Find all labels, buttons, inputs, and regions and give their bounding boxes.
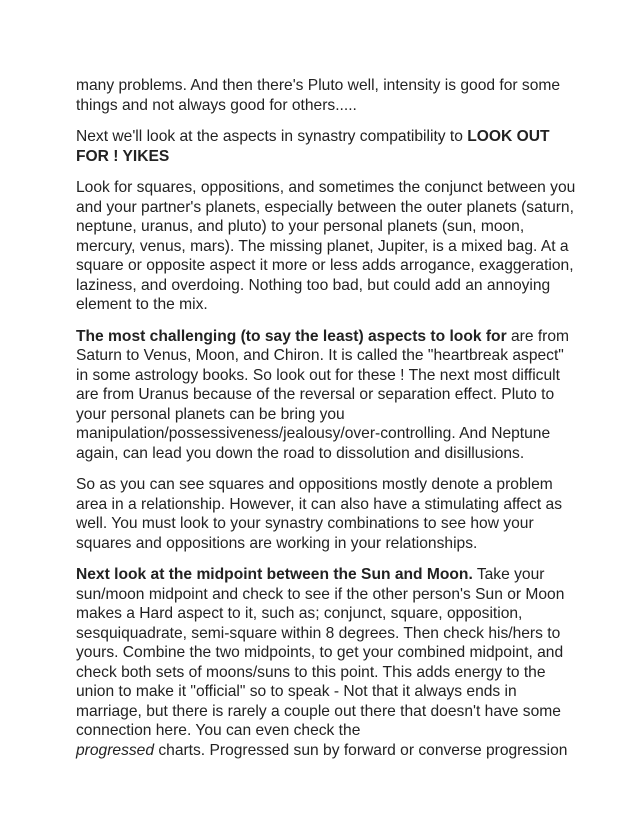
text-run: Look for squares, oppositions, and sometimes the conjunct between you (76, 179, 576, 196)
text-line (76, 444, 566, 464)
text-run: well. You must look to your synastry combinations to see how your (76, 515, 534, 532)
text-run: connection here. You can even check the (76, 722, 361, 739)
text-line (76, 385, 566, 405)
text-line (76, 424, 566, 444)
text-run: Take your (472, 566, 545, 583)
text-run: marriage, but there is rarely a couple out there that doesn't have some (76, 702, 561, 720)
text-line (76, 76, 566, 96)
text-line (76, 643, 566, 663)
text-line (76, 295, 566, 315)
text-run: sesquiquadrate, semi-square within 8 degrees. Then check his/hers to (76, 624, 561, 642)
text-line (76, 237, 569, 257)
paragraph (76, 178, 576, 315)
text-line (76, 217, 566, 237)
bold-text: Next look at the midpoint between the Sun and Moon. (76, 566, 473, 583)
text-line (76, 276, 566, 296)
text-line (76, 327, 570, 347)
text-line (76, 366, 566, 386)
text-run: again, can lead you down the road to dissolution and disillusions. (76, 444, 525, 462)
text-run: makes a Hard aspect to it, such as; conjunct, square, opposition, (76, 605, 523, 622)
text-line (76, 663, 566, 683)
text-line (76, 702, 566, 722)
text-line (76, 514, 566, 534)
text-run: and your partner's planets, especially between the outer planets (saturn, (76, 198, 574, 216)
text-run: laziness, and overdoing. Nothing too bad, but could add an annoying (76, 276, 551, 294)
text-line (76, 405, 566, 425)
text-run: squares and oppositions are working in your relationships. (76, 534, 478, 552)
text-run: manipulation/possessiveness/jealousy/over-controlling. And Neptune (76, 425, 551, 442)
text-line (76, 346, 566, 366)
text-run: in some astrology books. So look out for these ! The next most difficult (76, 366, 560, 384)
text-run: mercury, venus, mars). The missing planet, Jupiter, is a mixed bag. At a (76, 237, 569, 255)
text-line (76, 495, 566, 515)
text-line (76, 682, 566, 702)
text-line (76, 721, 566, 741)
text-line (76, 256, 574, 276)
text-line (76, 147, 566, 167)
text-line (76, 475, 566, 495)
paragraph (76, 475, 566, 553)
text-run: element to the mix. (76, 296, 208, 313)
paragraph (76, 565, 566, 760)
document-page (76, 76, 576, 772)
text-line (76, 127, 566, 147)
text-line (76, 96, 566, 116)
text-run: check both sets of moons/suns to this point. This adds energy to the (76, 663, 546, 681)
paragraph (76, 76, 566, 115)
paragraph (76, 327, 570, 464)
text-run: are from (506, 327, 570, 345)
text-run: Saturn to Venus, Moon, and Chiron. It is called the "heartbreak aspect" (76, 347, 564, 364)
text-run: area in a relationship. However, it can also have a stimulating affect as (76, 495, 562, 513)
bold-text: LOOK OUT (467, 128, 550, 145)
text-run: things and not always good for others..... (76, 96, 357, 114)
text-line (76, 178, 576, 198)
bold-text: The most challenging (to say the least) aspects to look for (76, 327, 507, 345)
text-line (76, 198, 574, 218)
text-line (76, 534, 566, 554)
text-run: neptune, uranus, and pluto) to your personal planets (sun, moon, (76, 218, 525, 235)
bold-text: FOR ! YIKES (76, 147, 170, 165)
text-run: square or opposite aspect it more or less adds arrogance, exaggeration, (76, 257, 574, 274)
italic-text: progressed (76, 741, 155, 759)
text-run: Next we'll look at the aspects in synastry compatibility to (76, 128, 468, 145)
text-line (76, 741, 566, 761)
text-line (76, 565, 566, 585)
text-run: So as you can see squares and oppositions mostly denote a problem (76, 476, 553, 493)
text-run: sun/moon midpoint and check to see if the other person's Sun or Moon (76, 585, 565, 603)
text-line (76, 604, 566, 624)
paragraph (76, 127, 566, 166)
text-line (76, 624, 566, 644)
text-run: your personal planets can be bring you (76, 405, 345, 423)
text-run: many problems. And then there's Pluto well, intensity is good for some (76, 77, 561, 94)
text-run: charts. Progressed sun by forward or converse progression (154, 741, 568, 759)
text-line (76, 585, 566, 605)
text-run: yours. Combine the two midpoints, to get your combined midpoint, and (76, 644, 564, 661)
text-run: are from Uranus because of the reversal or separation effect. Pluto to (76, 386, 555, 403)
text-run: union to make it "official" so to speak - Not that it always ends in (76, 683, 517, 700)
